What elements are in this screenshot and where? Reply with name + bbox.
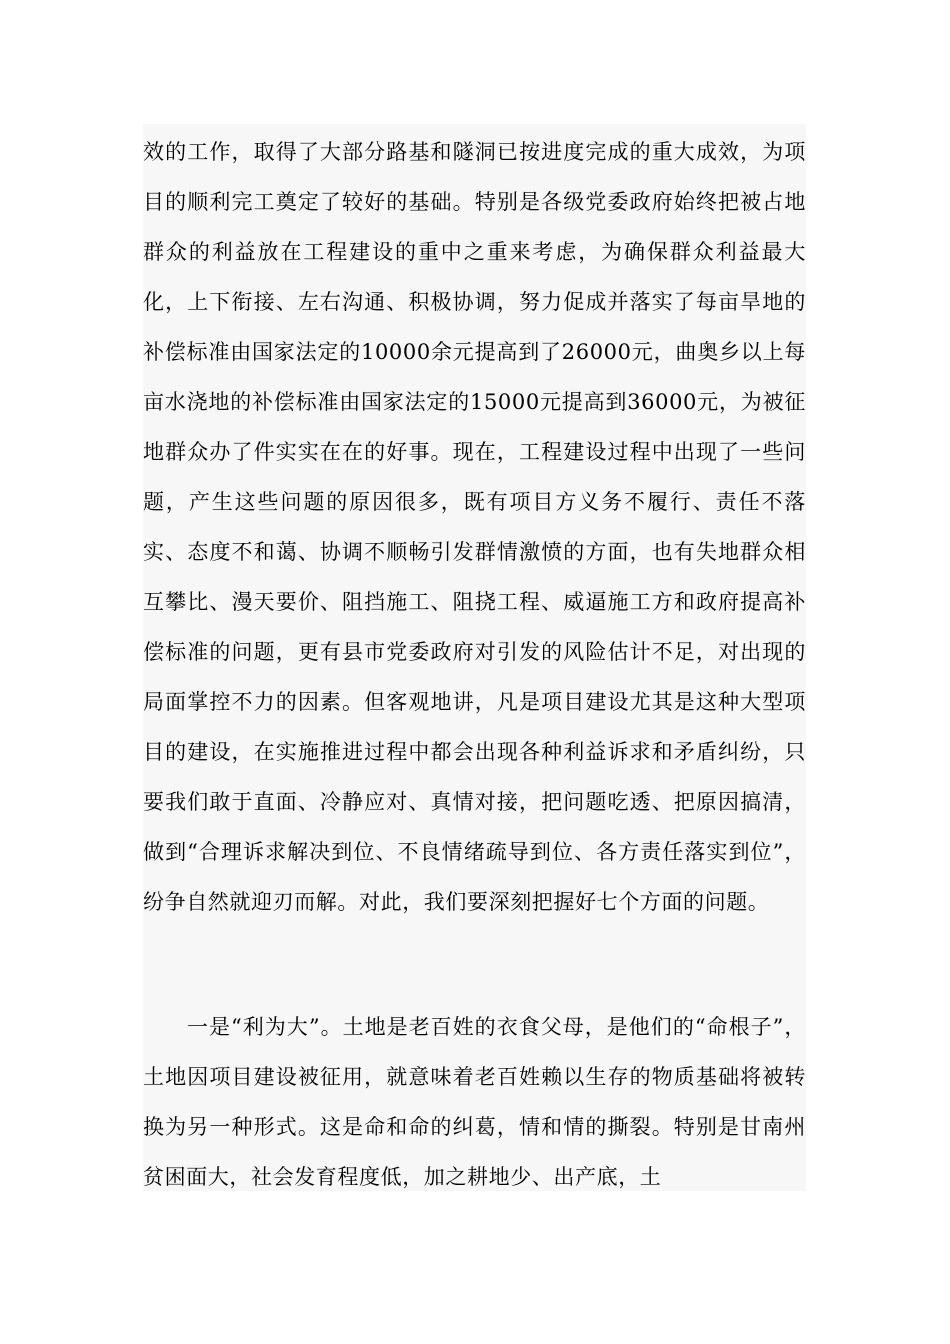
paragraph-2: 一是“利为大”。土地是老百姓的衣食父母，是他们的“命根子”，土地因项目建设被征用，就意味着老百姓赖以生存的物质基础将被转换为另一种形式。这是命和命的纠葛，情和情的撕裂。特别是甘南州贫困面大，社会发育程度低，加之耕地少、出产底，土 — [143, 1015, 806, 1189]
paragraph-1: 效的工作，取得了大部分路基和隧洞已按进度完成的重大成效，为项目的顺利完工奠定了较好的基础。特别是各级党委政府始终把被占地群众的利益放在工程建设的重中之重来考虑，为确保群众利益最大化，上下衔接、左右沟通、积极协调，努力促成并落实了每亩旱地的补偿标准由国家法定的10000余元提高到了26000元，曲奥乡以上每亩水浇地的补偿标准由国家法定的15000元提高到36000元，为被征地群众办了件实实在在的好事。现在，工程建设过程中出现了一些问题，产生这些问题的原因很多，既有项目方义务不履行、责任不落实、态度不和蔼、协调不顺畅引发群情激愤的方面，也有失地群众相互攀比、漫天要价、阻挡施工、阻挠工程、威逼施工方和政府提高补偿标准的问题，更有县市党委政府对引发的风险估计不足，对出现的局面掌控不力的因素。但客观地讲，凡是项目建设尤其是这种大型项目的建设，在实施推进过程中都会出现各种利益诉求和矛盾纠纷，只要我们敢于直面、冷静应对、真情对接，把问题吃透、把原因搞清，做到“合理诉求解决到位、不良情绪疏导到位、各方责任落实到位”，纷争自然就迎刃而解。对此，我们要深刻把握好七个方面的问题。 — [143, 140, 806, 914]
document-text-block — [143, 124, 806, 1191]
